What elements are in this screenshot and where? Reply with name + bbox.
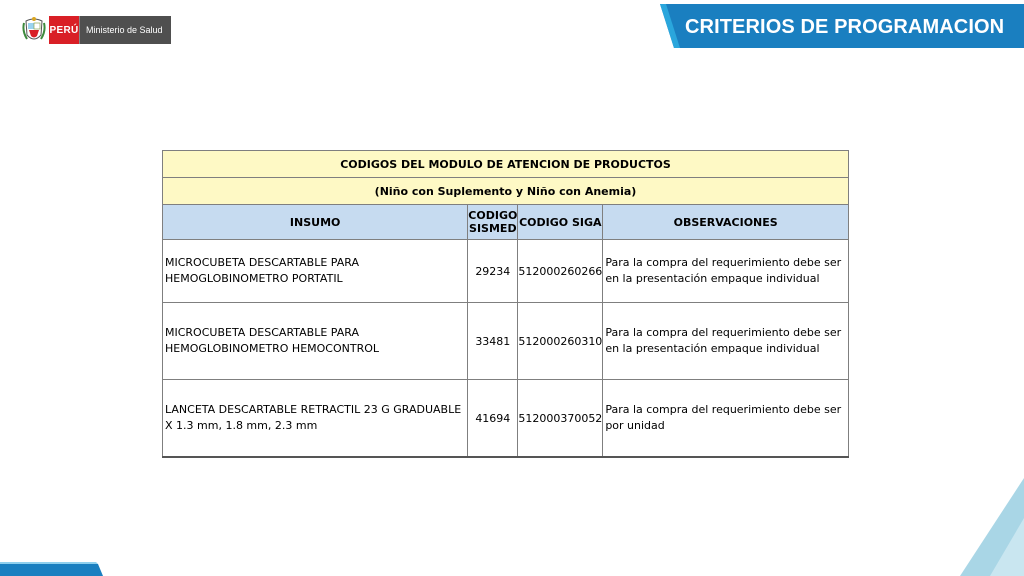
title-banner xyxy=(660,4,1024,48)
column-header-sismed: CODIGO SISMED xyxy=(468,205,518,240)
column-header-insumo: INSUMO xyxy=(163,205,468,240)
coat-of-arms-icon xyxy=(22,15,46,45)
cell-observaciones: Para la compra del requerimiento debe ser en la presentación empaque individual xyxy=(603,240,849,303)
cell-siga: 512000370052 xyxy=(518,380,603,458)
table-title: CODIGOS DEL MODULO DE ATENCION DE PRODUCTOS xyxy=(163,151,849,178)
product-codes-table xyxy=(162,150,849,458)
peru-label: PERÚ xyxy=(49,16,79,44)
cell-observaciones: Para la compra del requerimiento debe ser por unidad xyxy=(603,380,849,458)
table-subtitle: (Niño con Suplemento y Niño con Anemia) xyxy=(163,178,849,205)
cell-siga: 512000260310 xyxy=(518,303,603,380)
ministry-logo xyxy=(22,15,171,45)
corner-decoration-right xyxy=(950,478,1024,576)
cell-sismed: 29234 xyxy=(468,240,518,303)
cell-observaciones: Para la compra del requerimiento debe ser en la presentación empaque individual xyxy=(603,303,849,380)
table-row xyxy=(163,303,849,380)
table-row xyxy=(163,240,849,303)
cell-sismed: 41694 xyxy=(468,380,518,458)
column-header-siga: CODIGO SIGA xyxy=(518,205,603,240)
column-header-observaciones: OBSERVACIONES xyxy=(603,205,849,240)
cell-insumo: LANCETA DESCARTABLE RETRACTIL 23 G GRADUABLE X 1.3 mm, 1.8 mm, 2.3 mm xyxy=(163,380,468,458)
cell-sismed: 33481 xyxy=(468,303,518,380)
cell-insumo: MICROCUBETA DESCARTABLE PARA HEMOGLOBINOMETRO PORTATIL xyxy=(163,240,468,303)
cell-siga: 512000260266 xyxy=(518,240,603,303)
table-header-row xyxy=(163,205,849,240)
page-title: CRITERIOS DE PROGRAMACION xyxy=(685,16,1005,38)
cell-insumo: MICROCUBETA DESCARTABLE PARA HEMOGLOBINOMETRO HEMOCONTROL xyxy=(163,303,468,380)
ministry-label: Ministerio de Salud xyxy=(79,16,171,44)
table-row xyxy=(163,380,849,458)
footer-stripe-left xyxy=(0,562,110,576)
